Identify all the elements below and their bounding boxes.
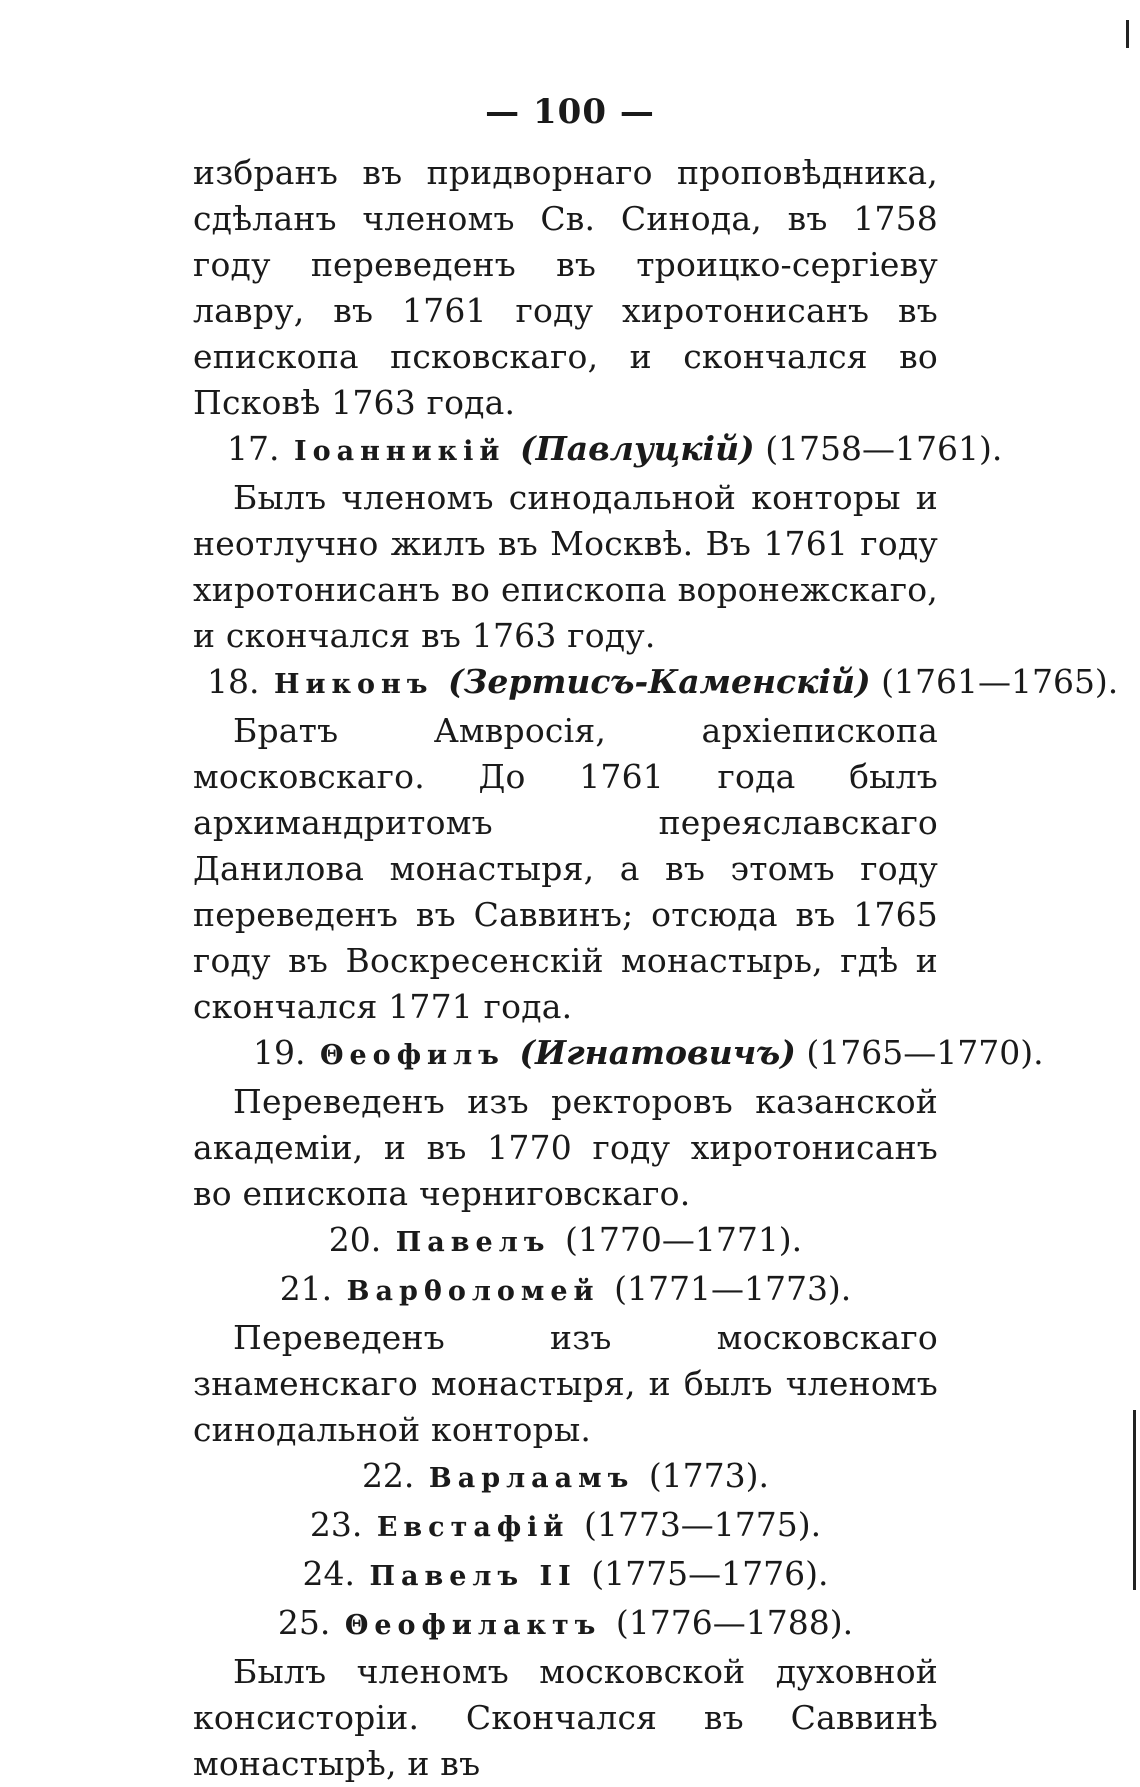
entry-years: (1761—1765). [881, 662, 1119, 701]
entry-name: Евстафій [376, 1512, 570, 1543]
entry-name: Іоанникій [293, 436, 506, 467]
entry-text-17: Былъ членомъ синодальной конторы и неотлучно жилъ въ Москвѣ. Въ 1761 году хиротонисанъ во епископа воронежскаго, и скончался въ 1763 году. [193, 478, 938, 655]
entry-heading-23 [193, 1502, 938, 1551]
entry-text-21: Переведенъ изъ московскаго знаменскаго монастыря, и былъ членомъ синодальной конторы. [193, 1318, 938, 1449]
entry-years: (1771—1773). [614, 1269, 852, 1308]
entry-number: 18. [207, 662, 260, 701]
entry-surname: (Павлуцкій) [519, 429, 755, 468]
page-number: — 100 — [485, 92, 655, 132]
entry-name: Павелъ II [369, 1561, 577, 1592]
entry-heading-25 [193, 1600, 938, 1649]
entry-name: Павелъ [395, 1227, 551, 1258]
entry-years: (1770—1771). [564, 1220, 803, 1259]
entry-heading-19 [193, 1030, 1044, 1079]
entry-name: Варθоломей [346, 1276, 600, 1307]
entry-name: Варлаамъ [428, 1463, 635, 1494]
entry-heading-21 [193, 1266, 938, 1315]
entry-heading-24 [193, 1551, 938, 1600]
entry-heading-17 [193, 426, 1003, 475]
entry-name: Θеофилактъ [344, 1610, 602, 1641]
entry-text-19: Переведенъ изъ ректоровъ казанской академіи, и въ 1770 году хиротонисанъ во епископа черниговскаго. [193, 1082, 938, 1213]
scan-edge-mark [1133, 1410, 1136, 1590]
entry-heading-18 [193, 659, 1119, 708]
page-body [193, 150, 1119, 1787]
scan-edge-mark [1126, 20, 1129, 48]
entry-number: 25. [277, 1603, 331, 1642]
entry-name: Θеофилъ [319, 1040, 505, 1071]
entry-name: Никонъ [273, 669, 434, 700]
entry-heading-22 [193, 1453, 938, 1502]
entry-years: (1773—1775). [583, 1505, 822, 1544]
entry-years: (1775—1776). [591, 1554, 829, 1593]
intro-paragraph: избранъ въ придворнаго проповѣдника, сдѣланъ членомъ Св. Синода, въ 1758 году переведенъ въ троицко-сергіеву лавру, въ 1761 году хиротонисанъ въ епископа псковскаго, и скончался во Псковѣ 1763 года. [193, 153, 938, 422]
entry-surname: (Игнатовичъ) [519, 1033, 796, 1072]
entry-number: 23. [309, 1505, 363, 1544]
entry-years: (1773). [648, 1456, 770, 1495]
entry-years: (1765—1770). [806, 1033, 1044, 1072]
entry-text-25: Былъ членомъ московской духовной консисторіи. Скончался въ Саввинѣ монастырѣ, и въ [193, 1652, 938, 1783]
entry-number: 19. [253, 1033, 306, 1072]
entry-number: 21. [279, 1269, 333, 1308]
entry-number: 24. [302, 1554, 355, 1593]
entry-years: (1776—1788). [615, 1603, 854, 1642]
entry-years: (1758—1761). [765, 429, 1003, 468]
entry-surname: (Зертисъ-Каменскій) [448, 662, 871, 701]
entry-number: 20. [328, 1220, 382, 1259]
entry-text-18: Братъ Амвросія, архіепископа московскаго. До 1761 года былъ архимандритомъ переяславскаго Данилова монастыря, а въ этомъ году переведенъ въ Саввинъ; отсюда въ 1765 году въ Воскресенскій монастырь, гдѣ и скончался 1771 года. [193, 711, 938, 1026]
entry-heading-20 [193, 1217, 938, 1266]
entry-number: 22. [361, 1456, 415, 1495]
entry-number: 17. [227, 429, 280, 468]
